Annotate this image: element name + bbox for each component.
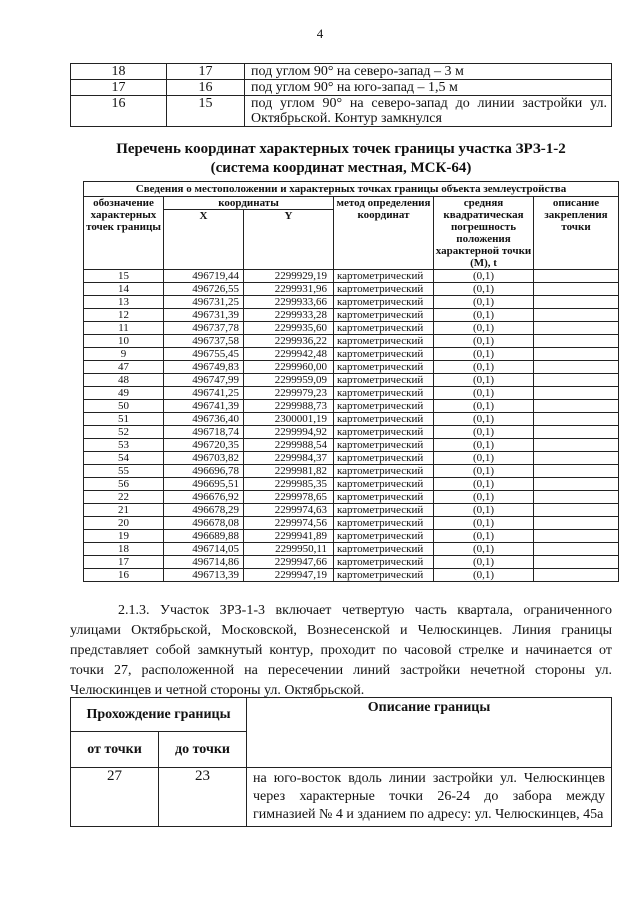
coord-x: 496737,58 [164,335,244,348]
header-from-point: от точки [71,732,159,768]
coord-y: 2299988,73 [244,400,334,413]
point-id: 20 [84,517,164,530]
point-id: 14 [84,283,164,296]
table-row [84,517,619,530]
accuracy: (0,1) [434,374,534,387]
table-row [84,283,619,296]
coord-y: 2299942,48 [244,348,334,361]
accuracy: (0,1) [434,283,534,296]
table-row [84,530,619,543]
fixing-description [534,478,619,491]
coord-y: 2299978,65 [244,491,334,504]
table-row [84,413,619,426]
table-row [84,465,619,478]
fixing-description [534,348,619,361]
method: картометрический [334,283,434,296]
coord-x: 496719,44 [164,270,244,283]
table-row [84,309,619,322]
accuracy: (0,1) [434,426,534,439]
fixing-description [534,439,619,452]
to-point: 15 [167,96,245,127]
point-id: 16 [84,569,164,582]
method: картометрический [334,465,434,478]
point-id: 11 [84,322,164,335]
to-point: 16 [167,80,245,96]
point-id: 56 [84,478,164,491]
coord-x: 496720,35 [164,439,244,452]
table-row [84,452,619,465]
coord-y: 2299935,60 [244,322,334,335]
table-row [71,768,612,827]
point-id: 18 [84,543,164,556]
table-row [84,387,619,400]
fixing-description [534,517,619,530]
method: картометрический [334,322,434,335]
table-row [84,504,619,517]
table-row [84,491,619,504]
fixing-description [534,504,619,517]
coordinates-table [83,181,619,582]
border-description-table [70,697,612,827]
table-row [71,64,612,80]
border-description: на юго-восток вдоль линии застройки ул. Челюскинцев через характерные точки 26-24 до забора между гимназией № 4 и зданием по адресу: ул. Челюскинцев, 45а [247,768,612,827]
coord-y: 2299941,89 [244,530,334,543]
method: картометрический [334,270,434,283]
coord-x: 496741,39 [164,400,244,413]
accuracy: (0,1) [434,296,534,309]
method: картометрический [334,530,434,543]
direction-description: под углом 90° на северо-запад до линии застройки ул. Октябрьской. Контур замкнулся [245,96,612,127]
method: картометрический [334,374,434,387]
table-row [84,348,619,361]
point-id: 51 [84,413,164,426]
fixing-description [534,426,619,439]
coord-y: 2299981,82 [244,465,334,478]
method: картометрический [334,504,434,517]
fixing-description [534,569,619,582]
table-row [71,80,612,96]
coordinates-title [70,140,612,178]
accuracy: (0,1) [434,478,534,491]
point-id: 49 [84,387,164,400]
border-description-rows [71,768,612,827]
fixing-description [534,322,619,335]
coord-y: 2299947,19 [244,569,334,582]
accuracy: (0,1) [434,270,534,283]
coord-x: 496713,39 [164,569,244,582]
point-id: 50 [84,400,164,413]
method: картометрический [334,452,434,465]
point-id: 54 [84,452,164,465]
coord-y: 2299933,28 [244,309,334,322]
method: картометрический [334,491,434,504]
table-row [84,439,619,452]
point-id: 12 [84,309,164,322]
accuracy: (0,1) [434,348,534,361]
coord-y: 2299960,00 [244,361,334,374]
table-row [84,400,619,413]
coord-x: 496689,88 [164,530,244,543]
accuracy: (0,1) [434,556,534,569]
coord-x: 496741,25 [164,387,244,400]
accuracy: (0,1) [434,465,534,478]
coord-y: 2299950,11 [244,543,334,556]
table-row [84,556,619,569]
method: картометрический [334,400,434,413]
accuracy: (0,1) [434,309,534,322]
header-passage: Прохождение границы [71,698,247,732]
coord-x: 496718,74 [164,426,244,439]
method: картометрический [334,335,434,348]
point-id: 47 [84,361,164,374]
fixing-description [534,296,619,309]
table-row [84,322,619,335]
accuracy: (0,1) [434,335,534,348]
coord-x: 496736,40 [164,413,244,426]
table-row [84,270,619,283]
header-method: метод определения координат [334,197,434,270]
accuracy: (0,1) [434,491,534,504]
coord-x: 496714,05 [164,543,244,556]
fixing-description [534,452,619,465]
method: картометрический [334,517,434,530]
fixing-description [534,283,619,296]
header-to-point: до точки [159,732,247,768]
header-fixing: описание закрепления точки [534,197,619,270]
point-id: 15 [84,270,164,283]
fixing-description [534,543,619,556]
coord-x: 496696,78 [164,465,244,478]
method: картометрический [334,426,434,439]
fixing-description [534,361,619,374]
from-point: 16 [71,96,167,127]
header-coordinates: координаты [164,197,334,210]
point-id: 22 [84,491,164,504]
table-row [84,543,619,556]
from-point: 27 [71,768,159,827]
fixing-description [534,270,619,283]
accuracy: (0,1) [434,504,534,517]
accuracy: (0,1) [434,530,534,543]
coordinates-table-caption: Сведения о местоположении и характерных точках границы объекта землеустройства [84,182,619,197]
method: картометрический [334,348,434,361]
accuracy: (0,1) [434,517,534,530]
coordinates-title-line1: Перечень координат характерных точек границы участка ЗРЗ-1-2 [116,141,566,157]
point-id: 52 [84,426,164,439]
point-id: 55 [84,465,164,478]
fixing-description [534,400,619,413]
method: картометрический [334,309,434,322]
coord-x: 496731,39 [164,309,244,322]
point-id: 10 [84,335,164,348]
accuracy: (0,1) [434,452,534,465]
direction-description: под углом 90° на северо-запад – 3 м [245,64,612,80]
point-id: 53 [84,439,164,452]
header-y: Y [244,210,334,270]
coord-x: 496747,99 [164,374,244,387]
coord-y: 2299984,37 [244,452,334,465]
accuracy: (0,1) [434,413,534,426]
method: картометрический [334,413,434,426]
fixing-description [534,387,619,400]
accuracy: (0,1) [434,361,534,374]
point-id: 21 [84,504,164,517]
table-row [84,335,619,348]
table-row [71,96,612,127]
coord-y: 2300001,19 [244,413,334,426]
point-id: 9 [84,348,164,361]
coord-y: 2299931,96 [244,283,334,296]
method: картометрический [334,387,434,400]
coord-y: 2299974,63 [244,504,334,517]
coord-y: 2299947,66 [244,556,334,569]
accuracy: (0,1) [434,387,534,400]
direction-description: под углом 90° на юго-запад – 1,5 м [245,80,612,96]
point-id: 48 [84,374,164,387]
accuracy: (0,1) [434,543,534,556]
table-row [84,296,619,309]
accuracy: (0,1) [434,439,534,452]
coord-y: 2299994,92 [244,426,334,439]
point-id: 19 [84,530,164,543]
from-point: 17 [71,80,167,96]
coordinates-rows [84,270,619,582]
table-row [84,478,619,491]
accuracy: (0,1) [434,322,534,335]
page-number: 4 [316,26,324,41]
table-row [84,374,619,387]
fixing-description [534,465,619,478]
from-point: 18 [71,64,167,80]
coord-y: 2299959,09 [244,374,334,387]
coord-y: 2299974,56 [244,517,334,530]
coord-y: 2299979,23 [244,387,334,400]
fixing-description [534,309,619,322]
coord-x: 496676,92 [164,491,244,504]
point-id: 17 [84,556,164,569]
fixing-description [534,530,619,543]
method: картометрический [334,361,434,374]
coord-x: 496714,86 [164,556,244,569]
header-point: обозначение характерных точек границы [84,197,164,270]
header-accuracy: средняя квадратическая погрешность положения характерной точки (М), t [434,197,534,270]
boundary-continuation-table [70,63,612,127]
to-point: 17 [167,64,245,80]
to-point: 23 [159,768,247,827]
method: картометрический [334,569,434,582]
fixing-description [534,413,619,426]
header-x: X [164,210,244,270]
coord-y: 2299933,66 [244,296,334,309]
coord-x: 496703,82 [164,452,244,465]
method: картометрический [334,478,434,491]
coord-y: 2299936,22 [244,335,334,348]
point-id: 13 [84,296,164,309]
method: картометрический [334,543,434,556]
fixing-description [534,374,619,387]
coord-x: 496737,78 [164,322,244,335]
coord-x: 496755,45 [164,348,244,361]
method: картометрический [334,296,434,309]
fixing-description [534,491,619,504]
fixing-description [534,335,619,348]
coord-x: 496678,08 [164,517,244,530]
coord-x: 496749,83 [164,361,244,374]
table-row [84,569,619,582]
coord-x: 496726,55 [164,283,244,296]
coord-x: 496695,51 [164,478,244,491]
coord-x: 496731,25 [164,296,244,309]
coord-x: 496678,29 [164,504,244,517]
accuracy: (0,1) [434,400,534,413]
table-row [84,361,619,374]
section-paragraph: 2.1.3. Участок ЗРЗ-1-3 включает четвертую часть квартала, ограниченного улицами Октябрьской, Московской, Вознесенской и Челюскинцев. Линия границы представляет собой замкнутый контур, проходит по часовой стрелке и начинается от точки 27, расположенной на пересечении линий застройки нечетной стороны ул. Челюскинцев и четной стороны ул. Октябрьской. [70,603,612,698]
header-description: Описание границы [247,698,612,768]
method: картометрический [334,556,434,569]
accuracy: (0,1) [434,569,534,582]
method: картометрический [334,439,434,452]
coord-y: 2299985,35 [244,478,334,491]
boundary-continuation-rows [71,64,612,127]
coordinates-title-line2: (система координат местная, МСК-64) [210,160,472,176]
coord-y: 2299988,54 [244,439,334,452]
fixing-description [534,556,619,569]
coord-y: 2299929,19 [244,270,334,283]
table-row [84,426,619,439]
